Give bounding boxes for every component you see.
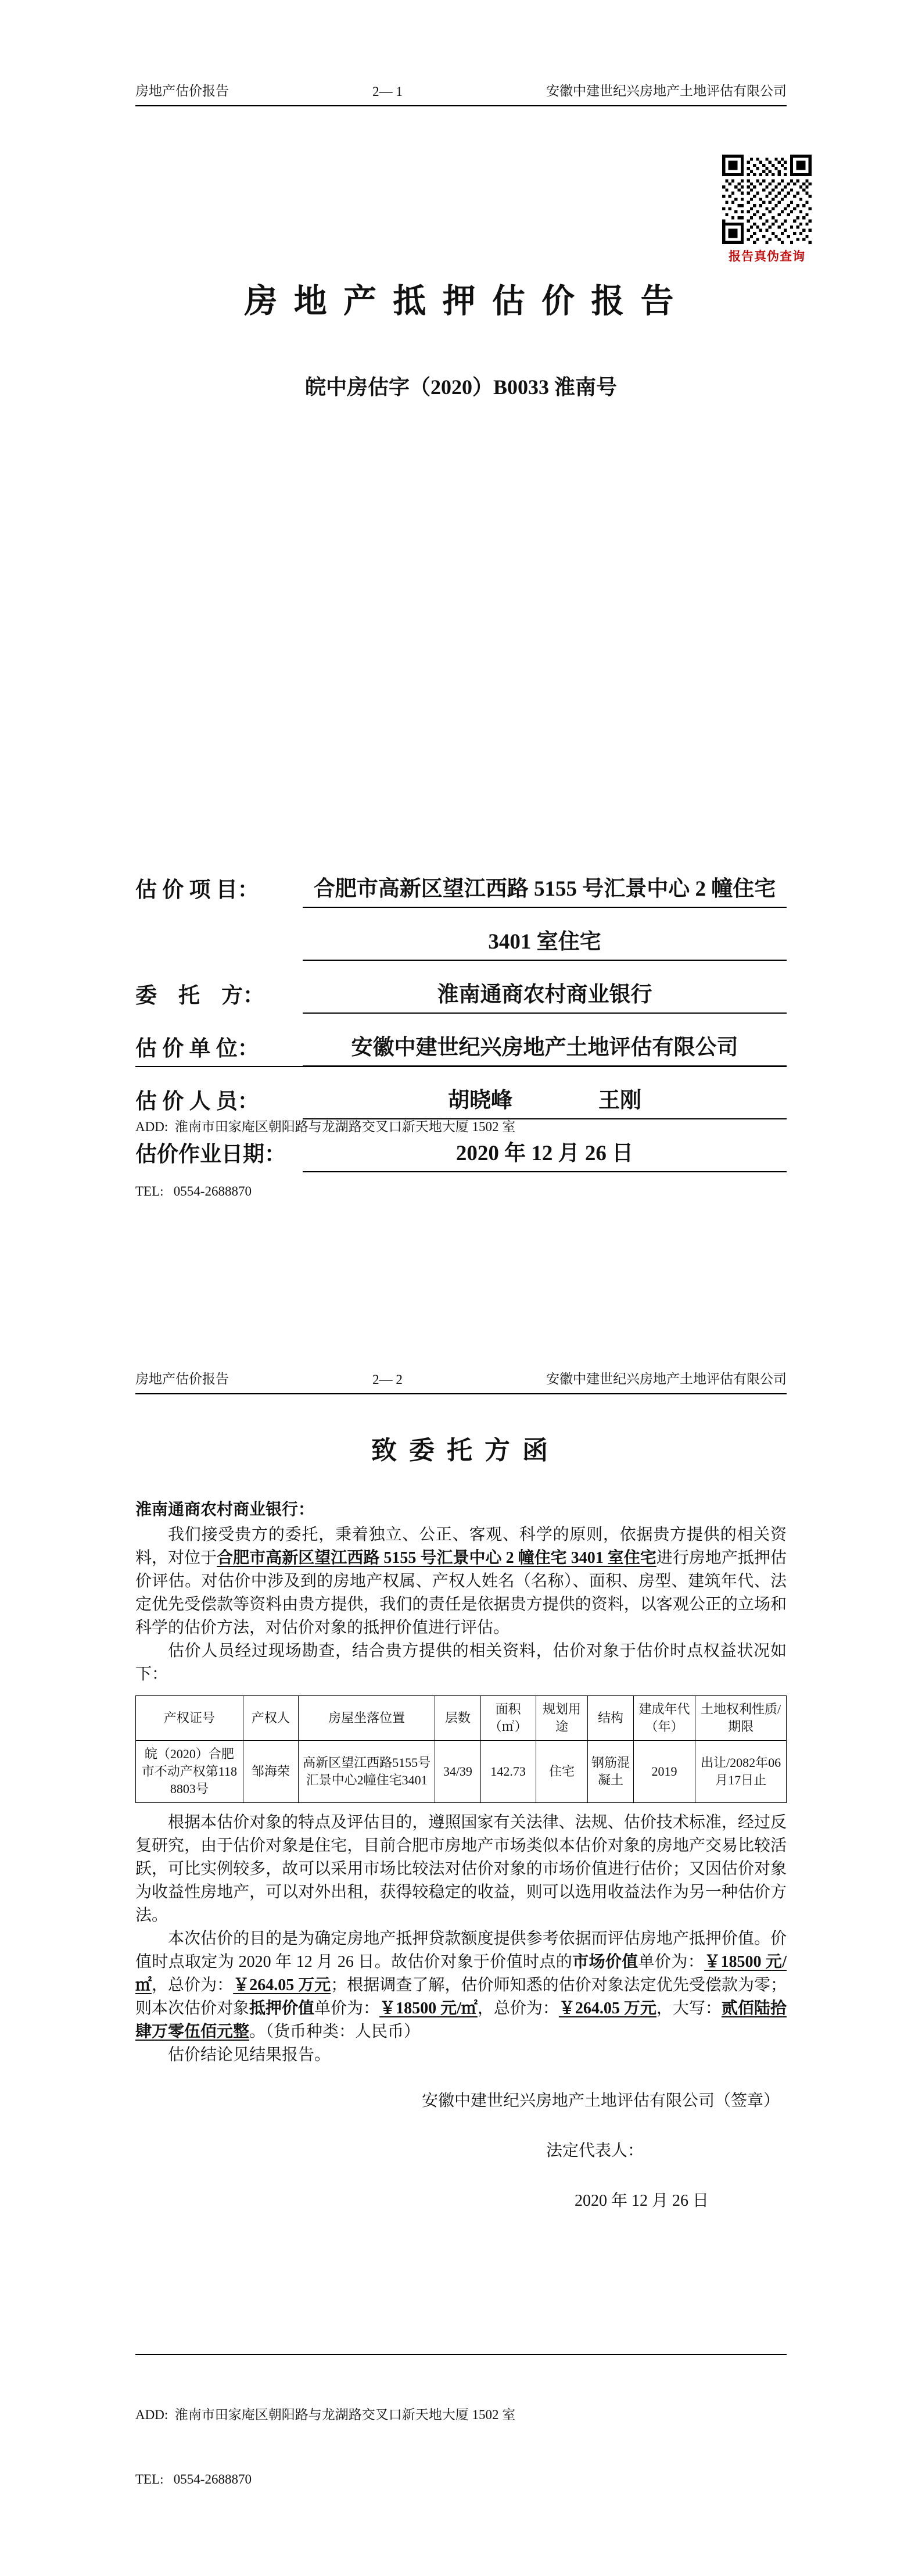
table-row: [136, 1741, 787, 1803]
col-header-location: 房屋坐落位置: [298, 1696, 435, 1741]
paragraph-conclusion: 估价结论见结果报告。: [168, 2046, 331, 2064]
text-run: ，大写：: [656, 1999, 722, 2017]
header-page-number: 2— 1: [372, 84, 403, 99]
report-number: 皖中房估字（2020）B0033 淮南号: [304, 375, 617, 399]
field-work-date-value: 2020 年 12 月 26 日: [303, 1135, 787, 1172]
footer-tel: TEL: 0554-2688870: [135, 2472, 252, 2486]
footer-tel: TEL: 0554-2688870: [135, 1184, 252, 1198]
paragraph-survey: 估价人员经过现场勘查，结合贵方提供的相关资料，估价对象于估价时点权益状况如下：: [135, 1642, 787, 1683]
signature-company: 安徽中建世纪兴房地产土地评估有限公司（签章）: [421, 2092, 780, 2110]
col-header-cert-no: 产权证号: [136, 1696, 243, 1741]
cell-area: 142.73: [480, 1741, 536, 1803]
qr-caption: 报告真伪查询: [729, 249, 805, 263]
footer-address: ADD: 淮南市田家庵区朝阳路与龙湖路交叉口新天地大厦 1502 室: [135, 1119, 516, 1134]
letter-body: [135, 1429, 787, 2211]
text-run-unit-price-2: ￥18500 元/㎡: [379, 1999, 478, 2017]
field-client-value: 淮南通商农村商业银行: [303, 976, 787, 1014]
col-header-use: 规划用途: [536, 1696, 588, 1741]
field-client-label: 委 托 方：: [135, 984, 264, 1008]
cell-location: 高新区望江西路5155号汇景中心2幢住宅3401: [298, 1741, 435, 1803]
header-page-number: 2— 2: [372, 1372, 403, 1387]
text-run: 单价为：: [638, 1953, 705, 1971]
field-project-value-line1: 合肥市高新区望江西路 5155 号汇景中心 2 幢住宅: [303, 871, 787, 908]
text-run: ，总价为：: [477, 1999, 559, 2017]
text-run-property: 合肥市高新区望江西路 5155 号汇景中心 2 幢住宅 3401 室住宅: [217, 1549, 656, 1567]
text-run: ，总价为：: [152, 1976, 234, 1994]
page-header: [135, 80, 787, 106]
signature-legal-rep: 法定代表人：: [546, 2142, 644, 2160]
cell-owner: 邹海荣: [243, 1741, 298, 1803]
field-project-value-line2: 3401 室住宅: [303, 924, 787, 961]
field-client: [135, 976, 787, 1029]
col-header-area: 面积（㎡）: [480, 1696, 536, 1741]
cell-use: 住宅: [536, 1741, 588, 1803]
text-run: 我们接受贵方的委托，秉着独立、公正、客观、科学的原则，依据贵方提供的相关资料，对位于: [135, 1526, 787, 1567]
text-run-amount-in-words: 贰佰陆拾肆万零伍佰元整: [135, 1999, 787, 2041]
field-appraisers-value: 胡晓峰 王刚: [303, 1082, 787, 1119]
field-project-label: 估 价 项 目：: [135, 878, 259, 902]
salutation: 淮南通商农村商业银行：: [135, 1501, 315, 1519]
header-doc-title: 房地产估价报告: [135, 84, 229, 98]
text-run: 。（货币种类：人民币）: [249, 2023, 421, 2041]
field-project: [135, 871, 787, 976]
header-doc-title: 房地产估价报告: [135, 1372, 229, 1386]
field-appraisers-label: 估 价 人 员：: [135, 1090, 259, 1114]
text-run-total-price-2: ￥264.05 万元: [558, 1999, 656, 2017]
text-run-mortgage-value: 抵押价值: [249, 1999, 315, 2017]
qr-code-icon: [722, 155, 812, 244]
col-header-built-year: 建成年代（年）: [633, 1696, 695, 1741]
col-header-owner: 产权人: [243, 1696, 298, 1741]
page-header: [135, 1368, 787, 1394]
text-run: 单价为：: [314, 1999, 380, 2017]
property-rights-table: [135, 1695, 787, 1803]
page-footer: [135, 2354, 787, 2533]
cell-structure: 钢筋混凝土: [588, 1741, 633, 1803]
page-2: [0, 1288, 922, 2576]
text-run-total-price: ￥264.05 万元: [233, 1976, 331, 1994]
header-company-name: 安徽中建世纪兴房地产土地评估有限公司: [546, 84, 787, 98]
text-run: 进行房地产抵押估价评估。对估价中涉及到的房地产权属、产权人姓名（名称）、面积、房型、建筑年代、法定优先受偿款等资料由贵方提供，我们的责任是依据贵方提供的资料，以客观公正的立场和科学的估价方法，对估价对象的抵押价值进行评估。: [135, 1549, 787, 1637]
paragraph-method: 根据本估价对象的特点及评估目的，遵照国家有关法律、法规、估价技术标准，经过反复研究，由于估价对象是住宅，目前合肥市房地产市场类似本估价对象的房地产交易比较活跃，可比实例较多，故可以采用市场比较法对估价对象的市场价值进行估价；又因估价对象为收益性房地产，可以对外出租，获得较稳定的收益，则可以选用收益法作为另一种估价方法。: [135, 1813, 787, 1924]
field-work-date-label: 估价作业日期：: [135, 1143, 286, 1167]
header-company-name: 安徽中建世纪兴房地产土地评估有限公司: [546, 1372, 787, 1386]
table-header-row: [136, 1696, 787, 1741]
signature-date: 2020 年 12 月 26 日: [574, 2192, 709, 2210]
letter-title: 致 委 托 方 函: [371, 1436, 551, 1465]
cell-land-right: 出让/2082年06月17日止: [695, 1741, 787, 1803]
qr-verification-block: [722, 155, 812, 264]
col-header-land-right: 土地权利性质/期限: [695, 1696, 787, 1741]
paragraph-valuation: [135, 1927, 787, 2044]
cell-floor: 34/39: [435, 1741, 480, 1803]
cell-built-year: 2019: [633, 1741, 695, 1803]
page-footer: [135, 1066, 787, 1245]
text-run: 本次估价的目的是为确定房地产抵押贷款额度提供参考依据而评估房地产抵押价值。价值时点取定为 2020 年 12 月 26 日。故估价对象于价值时点的: [135, 1930, 787, 1971]
text-run: ；根据调查了解，估价师知悉的估价对象法定优先受偿款为零；则本次估价对象: [135, 1976, 787, 2017]
field-agency-value: 安徽中建世纪兴房地产土地评估有限公司: [303, 1029, 787, 1067]
col-header-floor: 层数: [435, 1696, 480, 1741]
field-agency-label: 估 价 单 位：: [135, 1037, 259, 1061]
report-title: 房 地 产 抵 押 估 价 报 告: [244, 283, 678, 320]
footer-address: ADD: 淮南市田家庵区朝阳路与龙湖路交叉口新天地大厦 1502 室: [135, 2407, 516, 2422]
col-header-structure: 结构: [588, 1696, 633, 1741]
cell-cert-no: 皖（2020）合肥市不动产权第1188803号: [136, 1741, 243, 1803]
paragraph-intro: [135, 1523, 787, 1640]
text-run-market-value: 市场价值: [572, 1953, 638, 1971]
text-run-unit-price: ￥18500 元/㎡: [135, 1953, 787, 1994]
